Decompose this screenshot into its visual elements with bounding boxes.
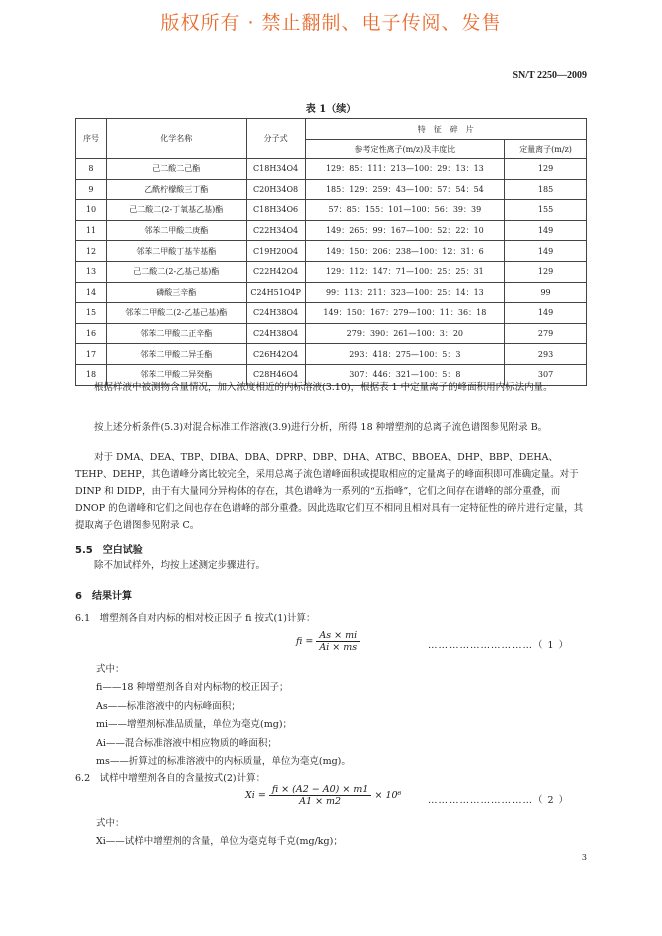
- table-row: [76, 159, 587, 180]
- section-5-5-heading: [75, 541, 143, 556]
- cell-name: 邻苯二甲酸二异癸酯: [106, 364, 246, 385]
- cell-no: 15: [76, 303, 107, 324]
- definition-list-1: [96, 679, 351, 772]
- cell-quant-ion: 149: [505, 241, 587, 262]
- cell-name: 邻苯二甲酸二异壬酯: [106, 344, 246, 365]
- cell-name: 邻苯二甲酸丁基苄基酯: [106, 241, 246, 262]
- section-title: 结果计算: [91, 591, 132, 602]
- header-fragments: 特 征 碎 片: [305, 119, 586, 140]
- table-row: [76, 323, 587, 344]
- cell-no: 13: [76, 261, 107, 282]
- cell-quant-ion: 279: [505, 323, 587, 344]
- cell-formula: C28H46O4: [246, 364, 305, 385]
- section-title: 空白试验: [102, 545, 143, 556]
- cell-quant-ion: 307: [505, 364, 587, 385]
- cell-formula: C24H38O4: [246, 323, 305, 344]
- header-name: 化学名称: [106, 119, 246, 159]
- cell-formula: C24H51O4P: [246, 282, 305, 303]
- section-6-1-line: [75, 610, 315, 624]
- section-number: 5.5: [75, 545, 93, 556]
- header-formula: 分子式: [246, 119, 305, 159]
- cell-ref-ions: 293：418：275—100：5：3: [305, 344, 505, 365]
- cell-quant-ion: 99: [505, 282, 587, 303]
- formula-numerator: As × mi: [316, 630, 360, 642]
- section-6-heading: [75, 587, 132, 602]
- cell-no: 17: [76, 344, 107, 365]
- table-row: [76, 200, 587, 221]
- cell-formula: C22H42O4: [246, 261, 305, 282]
- cell-formula: C20H34O8: [246, 179, 305, 200]
- cell-quant-ion: 129: [505, 159, 587, 180]
- table-row: [76, 179, 587, 200]
- paragraph-blank-test: 除不加试样外，均按上述测定步骤进行。: [94, 560, 266, 571]
- page-number: 3: [581, 853, 587, 862]
- cell-quant-ion: 155: [505, 200, 587, 221]
- cell-ref-ions: 149：150：167：279—100：11：36：18: [305, 303, 505, 324]
- cell-no: 10: [76, 200, 107, 221]
- cell-name: 己二酸二(2-丁氧基乙基)酯: [106, 200, 246, 221]
- cell-no: 9: [76, 179, 107, 200]
- definition-item: Xi——试样中增塑剂的含量，单位为毫克每千克(mg/kg)；: [96, 836, 343, 847]
- header-quant-ion: 定量离子(m/z): [505, 140, 587, 159]
- cell-name: 己二酸二(2-乙基己基)酯: [106, 261, 246, 282]
- header-no: 序号: [76, 119, 107, 159]
- table-caption: 表 1（续）: [305, 104, 357, 115]
- table-row: [76, 220, 587, 241]
- table-row: [76, 261, 587, 282]
- section-number: 6: [75, 591, 82, 602]
- cell-ref-ions: 185：129：259：43—100：57：54：54: [305, 179, 505, 200]
- cell-ref-ions: 307：446：321—100：5：8: [305, 364, 505, 385]
- cell-formula: C26H42O4: [246, 344, 305, 365]
- cell-ref-ions: 279：390：261—100：3：20: [305, 323, 505, 344]
- cell-name: 乙酰柠檬酸三丁酯: [106, 179, 246, 200]
- table-row: [76, 344, 587, 365]
- cell-name: 己二酸二己酯: [106, 159, 246, 180]
- cell-no: 11: [76, 220, 107, 241]
- cell-name: 邻苯二甲酸二正辛酯: [106, 323, 246, 344]
- cell-no: 12: [76, 241, 107, 262]
- formula-numerator: fi × (A2 − A0) × m1: [269, 784, 372, 796]
- standard-number: SN/T 2250—2009: [512, 70, 587, 81]
- definition-item: As——标准溶液中的内标峰面积；: [96, 700, 241, 712]
- definition-item: fi——18 种增塑剂各自对内标物的校正因子；: [96, 682, 289, 693]
- definition-item: ms——折算过的标准溶液中的内标质量，单位为毫克(mg)。: [96, 756, 351, 767]
- header-ref-ions: 参考定性离子(m/z)及丰度比: [305, 140, 505, 159]
- cell-formula: C24H38O4: [246, 303, 305, 324]
- cell-name: 邻苯二甲酸二(2-乙基己基)酯: [106, 303, 246, 324]
- cell-formula: C19H20O4: [246, 241, 305, 262]
- cell-quant-ion: 293: [505, 344, 587, 365]
- paragraph-quantitation: 对于 DMA、DEA、TBP、DIBA、DBA、DPRP、DBP、DHA、ATBC、BBOEA、DHP、BBP、DEHA、TEHP、DEHP，其色谱峰分离比较完全，采用总离子流色谱峰面积或提取相应的定量离子的峰面积即可准确定量。对于 DINP 和 DIDP，由于有大量同分异构体的存在，其色谱峰为一系列的“五指峰”，它们之间存在谱峰的部分重叠，而 DNOP 的色谱峰和它们之间也存在色谱峰的部分重叠。因此选取它们互不相同且相对具有一定特征性的碎片进行定量，其提取离子色谱图参见附录 C。: [75, 452, 584, 531]
- cell-formula: C18H34O4: [246, 159, 305, 180]
- table-row: [76, 303, 587, 324]
- section-text: 增塑剂各自对内标的相对校正因子 fi 按式(1)计算：: [99, 613, 316, 624]
- formula-2-leader: …………………………（ 2 ）: [428, 795, 570, 806]
- table-row: [76, 241, 587, 262]
- formula-lhs: fi =: [296, 636, 314, 647]
- cell-quant-ion: 185: [505, 179, 587, 200]
- formula-tail: × 10⁶: [374, 790, 402, 801]
- cell-ref-ions: 129：85：111：213—100：29：13：13: [305, 159, 505, 180]
- cell-quant-ion: 149: [505, 220, 587, 241]
- cell-ref-ions: 129：112：147：71—100：25：25：31: [305, 261, 505, 282]
- cell-formula: C18H34O6: [246, 200, 305, 221]
- paragraph-tic-reference: 按上述分析条件(5.3)对混合标准工作溶液(3.9)进行分析，所得 18 种增塑剂的总离子流色谱图参见附录 B。: [94, 422, 548, 433]
- equation-number: （ 2 ）: [533, 795, 570, 806]
- cell-no: 14: [76, 282, 107, 303]
- cell-ref-ions: 99：113：211：323—100：25：14：13: [305, 282, 505, 303]
- paragraph-internal-standard: 根据样液中被测物含量情况，加入浓度相近的内标溶液(3.10)，根据表 1 中定量离子的峰面积用内标法内量。: [94, 382, 553, 393]
- formula-denominator: A1 × m2: [299, 796, 342, 807]
- formula-denominator: Ai × ms: [319, 642, 358, 653]
- plasticizer-table: [75, 118, 587, 386]
- section-number: 6.2: [75, 773, 91, 784]
- cell-name: 磷酸三辛酯: [106, 282, 246, 303]
- definition-item: mi——增塑剂标准品质量，单位为毫克(mg)；: [96, 719, 293, 730]
- section-text: 试样中增塑剂各自的含量按式(2)计算：: [99, 773, 266, 784]
- formula-lhs: Xi =: [245, 790, 266, 801]
- where-label: 式中：: [96, 664, 125, 675]
- formula-1-leader: …………………………（ 1 ）: [428, 640, 570, 651]
- cell-no: 16: [76, 323, 107, 344]
- formula-1: [296, 630, 360, 653]
- cell-ref-ions: 149：265：99：167—100：52：22：10: [305, 220, 505, 241]
- cell-quant-ion: 129: [505, 261, 587, 282]
- cell-name: 邻苯二甲酸二庚酯: [106, 220, 246, 241]
- table-row: [76, 282, 587, 303]
- watermark-banner: 版权所有 · 禁止翻制、电子传阅、发售: [160, 12, 502, 34]
- definition-list-2: [96, 833, 343, 852]
- cell-quant-ion: 149: [505, 303, 587, 324]
- equation-number: （ 1 ）: [533, 640, 570, 651]
- cell-no: 8: [76, 159, 107, 180]
- section-number: 6.1: [75, 613, 91, 624]
- section-6-2-line: [75, 770, 265, 784]
- where-label-2: 式中：: [96, 818, 125, 829]
- formula-2: [245, 784, 401, 807]
- definition-item: Ai——混合标准溶液中相应物质的峰面积；: [96, 737, 277, 749]
- cell-formula: C22H34O4: [246, 220, 305, 241]
- cell-ref-ions: 149：150：206：238—100：12：31：6: [305, 241, 505, 262]
- cell-no: 18: [76, 364, 107, 385]
- cell-ref-ions: 57：85：155：101—100：56：39：39: [305, 200, 505, 221]
